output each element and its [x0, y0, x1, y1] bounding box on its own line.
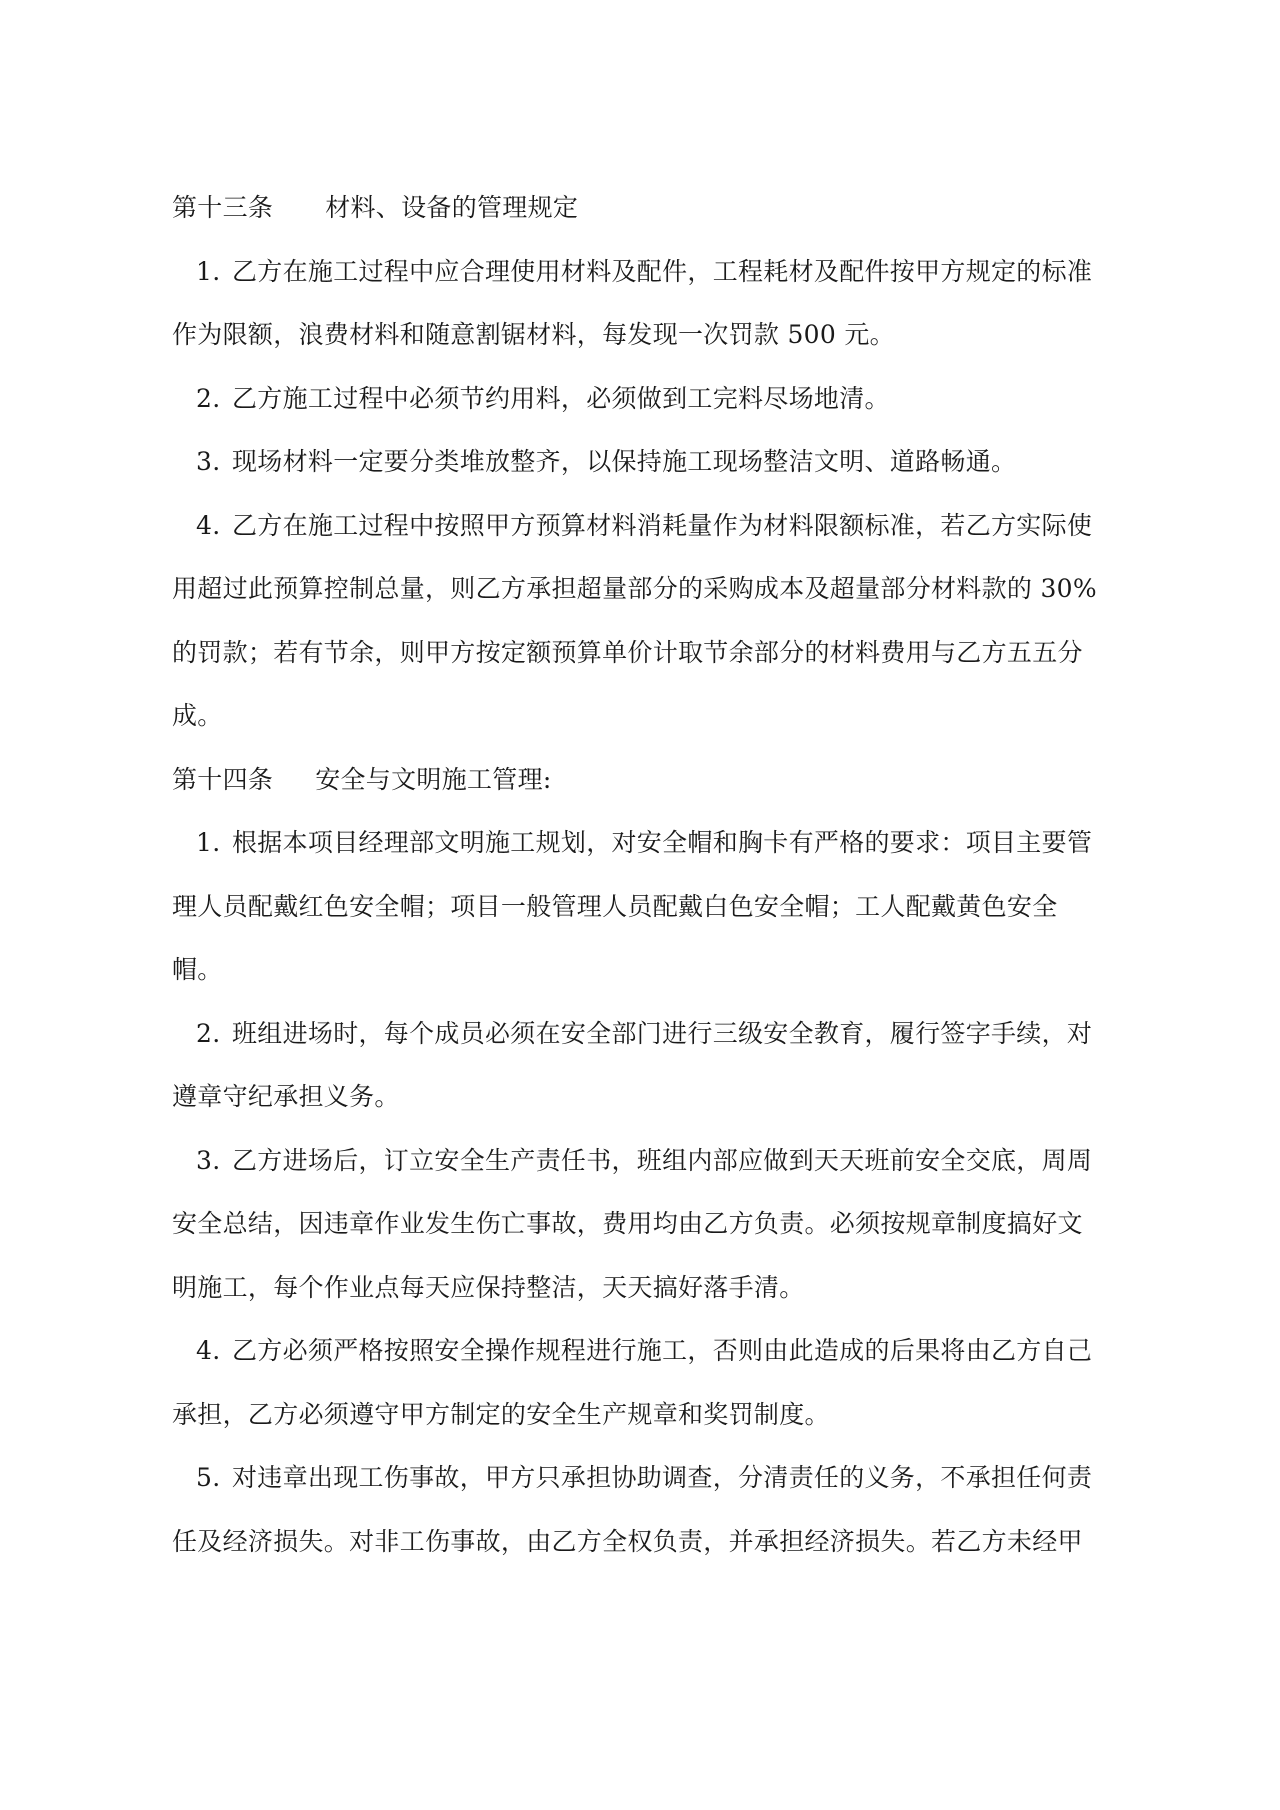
paragraph-line: 用超过此预算控制总量，则乙方承担超量部分的采购成本及超量部分材料款的 30% [172, 574, 1097, 603]
item-number: 2. [196, 383, 221, 413]
item-number: 4. [196, 510, 221, 540]
item-number: 1. [196, 828, 221, 857]
paragraph-line: 4. 乙方在施工过程中按照甲方预算材料消耗量作为材料限额标准，若乙方实际使 [172, 494, 1132, 558]
item-number: 1. [196, 256, 221, 286]
item-number: 3. [196, 447, 221, 476]
item-number: 4. [196, 1336, 221, 1365]
article-title: 材料、设备的管理规定 [325, 193, 579, 222]
paragraph-line: 1. 乙方在施工过程中应合理使用材料及配件，工程耗材及配件按甲方规定的标准 [172, 240, 1132, 304]
item-number: 5. [196, 1463, 221, 1492]
paragraph-line: 1. 根据本项目经理部文明施工规划，对安全帽和胸卡有严格的要求：项目主要管 [172, 811, 1132, 875]
paragraph-line: 承担，乙方必须遵守甲方制定的安全生产规章和奖罚制度。 [172, 1399, 830, 1429]
article-title: 安全与文明施工管理: [315, 764, 552, 794]
section-heading [172, 748, 1132, 812]
document-body [172, 176, 1132, 1573]
section-heading [172, 176, 1132, 240]
paragraph-line: 帽。 [172, 955, 223, 984]
item-number: 2. [196, 1018, 221, 1048]
paragraph-line: 理人员配戴红色安全帽；项目一般管理人员配戴白色安全帽；工人配戴黄色安全 [172, 891, 1058, 921]
item-number: 3. [196, 1145, 221, 1175]
paragraph-line: 2. 班组进场时，每个成员必须在安全部门进行三级安全教育，履行签字手续，对 [172, 1002, 1132, 1066]
article-number: 第十四条 [172, 764, 274, 794]
paragraph-line: 安全总结，因违章作业发生伤亡事故，费用均由乙方负责。必须按规章制度搞好文 [172, 1209, 1083, 1238]
paragraph-line: 成。 [172, 701, 223, 730]
paragraph-line: 5. 对违章出现工伤事故，甲方只承担协助调查，分清责任的义务，不承担任何责 [172, 1446, 1132, 1510]
paragraph-line: 4. 乙方必须严格按照安全操作规程进行施工，否则由此造成的后果将由乙方自己 [172, 1319, 1132, 1383]
paragraph-line: 遵章守纪承担义务。 [172, 1082, 400, 1111]
paragraph-line: 任及经济损失。对非工伤事故，由乙方全权负责，并承担经济损失。若乙方未经甲 [172, 1526, 1083, 1556]
article-number: 第十三条 [172, 193, 274, 222]
paragraph-line: 2. 乙方施工过程中必须节约用料，必须做到工完料尽场地清。 [172, 367, 1132, 431]
paragraph-line: 3. 现场材料一定要分类堆放整齐，以保持施工现场整洁文明、道路畅通。 [172, 430, 1132, 494]
paragraph-line: 3. 乙方进场后，订立安全生产责任书，班组内部应做到天天班前安全交底，周周 [172, 1129, 1132, 1193]
paragraph-line: 作为限额，浪费材料和随意割锯材料，每发现一次罚款 500 元。 [172, 320, 895, 349]
paragraph-line: 明施工，每个作业点每天应保持整洁，天天搞好落手清。 [172, 1272, 805, 1302]
paragraph-line: 的罚款；若有节余，则甲方按定额预算单价计取节余部分的材料费用与乙方五五分 [172, 637, 1083, 667]
